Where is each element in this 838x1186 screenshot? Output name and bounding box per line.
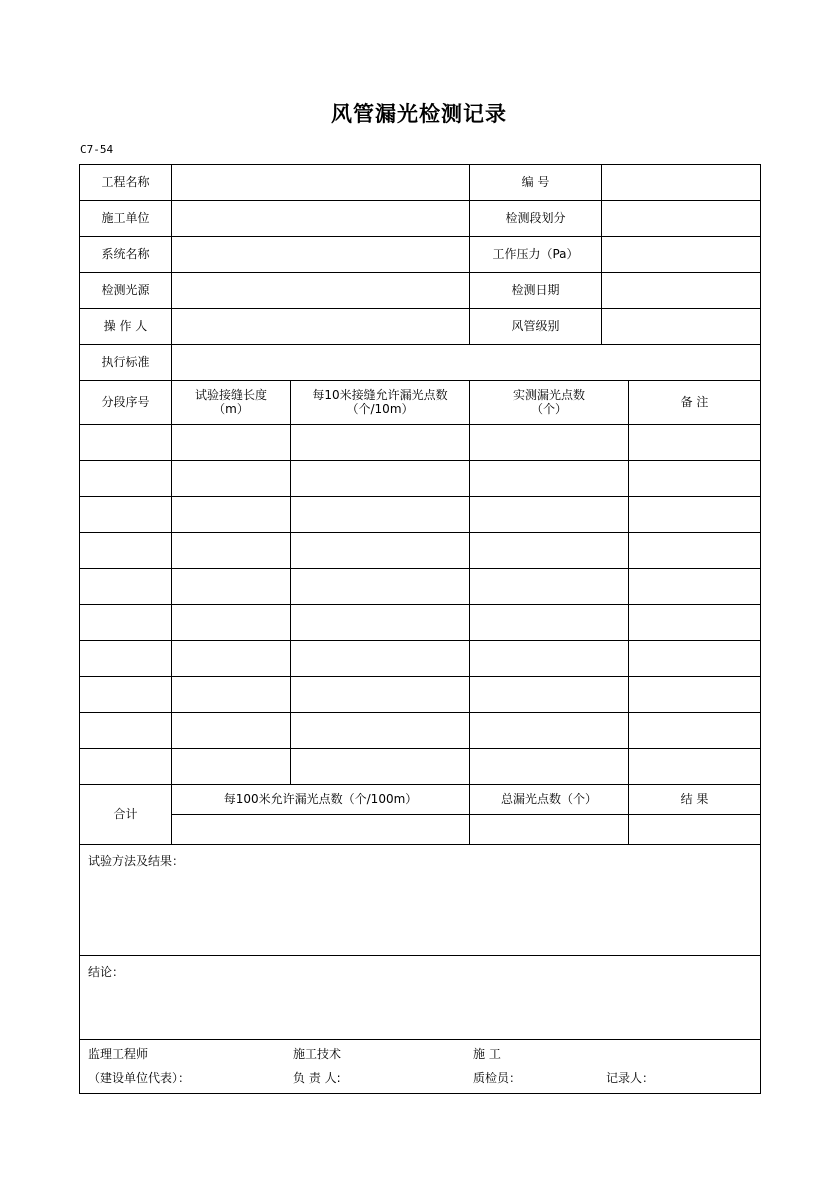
test-date-field[interactable] (602, 273, 761, 309)
cell[interactable] (291, 713, 470, 749)
supervisor-rep-label: （建设单位代表）： (88, 1071, 191, 1085)
system-name-label: 系统名称 (80, 237, 172, 273)
cell[interactable] (629, 461, 761, 497)
cell[interactable] (470, 749, 629, 785)
total-points-label: 总漏光点数（个） (470, 785, 629, 815)
col-header-actual: 实测漏光点数 （个） (470, 381, 629, 425)
data-row (80, 497, 761, 533)
cell[interactable] (80, 713, 172, 749)
cell[interactable] (291, 641, 470, 677)
system-name-field[interactable] (172, 237, 470, 273)
light-source-label: 检测光源 (80, 273, 172, 309)
per100-allowed-label: 每100米允许漏光点数（个/100m） (172, 785, 470, 815)
cell[interactable] (172, 533, 291, 569)
project-name-field[interactable] (172, 165, 470, 201)
data-row (80, 677, 761, 713)
cell[interactable] (80, 569, 172, 605)
cell[interactable] (291, 677, 470, 713)
conclusion-label: 结论： (88, 965, 125, 979)
cell[interactable] (470, 641, 629, 677)
row-standard (80, 345, 761, 381)
cell[interactable] (629, 605, 761, 641)
cell[interactable] (172, 749, 291, 785)
cell[interactable] (291, 569, 470, 605)
method-label: 试验方法及结果： (88, 854, 185, 868)
cell[interactable] (172, 677, 291, 713)
page-title: 风管漏光检测记录 (331, 102, 507, 126)
conclusion-field[interactable] (80, 956, 761, 1040)
cell[interactable] (80, 533, 172, 569)
signature-row (80, 1040, 761, 1094)
row-project-name (80, 165, 761, 201)
operator-label: 操 作 人 (80, 309, 172, 345)
data-row (80, 533, 761, 569)
cell[interactable] (470, 425, 629, 461)
conclusion-row (80, 956, 761, 1040)
tech-responsible-label: 负 责 人: (293, 1071, 341, 1085)
result-field[interactable] (629, 815, 761, 845)
col-header-segment: 分段序号 (80, 381, 172, 425)
cell[interactable] (80, 497, 172, 533)
data-row (80, 605, 761, 641)
result-label: 结 果 (629, 785, 761, 815)
cell[interactable] (470, 605, 629, 641)
cell[interactable] (80, 461, 172, 497)
method-field[interactable] (80, 845, 761, 956)
method-row (80, 845, 761, 956)
form-code: C7-54 (80, 143, 114, 156)
cell[interactable] (629, 533, 761, 569)
recorder-label: 记录人： (606, 1071, 655, 1085)
cell[interactable] (172, 497, 291, 533)
supervisor-label: 监理工程师 (88, 1047, 149, 1061)
light-source-field[interactable] (172, 273, 470, 309)
cell[interactable] (291, 461, 470, 497)
cell[interactable] (629, 425, 761, 461)
total-header-row (80, 785, 761, 815)
quality-inspector-label: 质检员： (473, 1071, 522, 1085)
segment-division-label: 检测段划分 (470, 201, 602, 237)
duct-grade-label: 风管级别 (470, 309, 602, 345)
cell[interactable] (470, 713, 629, 749)
total-label: 合计 (80, 785, 172, 845)
row-construction-unit (80, 201, 761, 237)
row-light-source (80, 273, 761, 309)
column-header-row (80, 381, 761, 425)
cell[interactable] (291, 605, 470, 641)
construction-unit-field[interactable] (172, 201, 470, 237)
data-row (80, 425, 761, 461)
data-row (80, 641, 761, 677)
data-row (80, 749, 761, 785)
col-header-allowed: 每10米接缝允许漏光点数 （个/10m） (291, 381, 470, 425)
construction-label: 施 工 (473, 1047, 501, 1061)
cell[interactable] (172, 713, 291, 749)
data-row (80, 461, 761, 497)
cell[interactable] (80, 749, 172, 785)
cell[interactable] (629, 713, 761, 749)
cell[interactable] (80, 605, 172, 641)
cell[interactable] (629, 677, 761, 713)
cell[interactable] (172, 641, 291, 677)
cell[interactable] (291, 533, 470, 569)
cell[interactable] (470, 677, 629, 713)
cell[interactable] (629, 569, 761, 605)
cell[interactable] (470, 497, 629, 533)
col-header-length: 试验接缝长度 （m） (172, 381, 291, 425)
cell[interactable] (172, 425, 291, 461)
row-operator (80, 309, 761, 345)
per100-allowed-field[interactable] (172, 815, 470, 845)
cell[interactable] (80, 641, 172, 677)
col-header-remarks: 备 注 (629, 381, 761, 425)
leak-test-form (79, 164, 761, 1094)
cell[interactable] (172, 605, 291, 641)
working-pressure-label: 工作压力（Pa） (470, 237, 602, 273)
cell[interactable] (291, 497, 470, 533)
duct-grade-field[interactable] (602, 309, 761, 345)
total-points-field[interactable] (470, 815, 629, 845)
cell[interactable] (470, 533, 629, 569)
cell[interactable] (629, 497, 761, 533)
cell[interactable] (291, 425, 470, 461)
cell[interactable] (172, 569, 291, 605)
cell[interactable] (80, 425, 172, 461)
segment-division-field[interactable] (602, 201, 761, 237)
standard-label: 执行标准 (80, 345, 172, 381)
working-pressure-field[interactable] (602, 237, 761, 273)
serial-number-field[interactable] (602, 165, 761, 201)
test-date-label: 检测日期 (470, 273, 602, 309)
cell[interactable] (629, 749, 761, 785)
signature-block (80, 1040, 761, 1094)
total-value-row (80, 815, 761, 845)
data-row (80, 569, 761, 605)
cell[interactable] (470, 569, 629, 605)
standard-field[interactable] (172, 345, 761, 381)
cell[interactable] (291, 749, 470, 785)
cell[interactable] (172, 461, 291, 497)
data-row (80, 713, 761, 749)
row-system-name (80, 237, 761, 273)
cell[interactable] (629, 641, 761, 677)
cell[interactable] (470, 461, 629, 497)
project-name-label: 工程名称 (80, 165, 172, 201)
tech-label: 施工技术 (293, 1047, 342, 1061)
cell[interactable] (80, 677, 172, 713)
operator-field[interactable] (172, 309, 470, 345)
construction-unit-label: 施工单位 (80, 201, 172, 237)
serial-number-label: 编 号 (470, 165, 602, 201)
